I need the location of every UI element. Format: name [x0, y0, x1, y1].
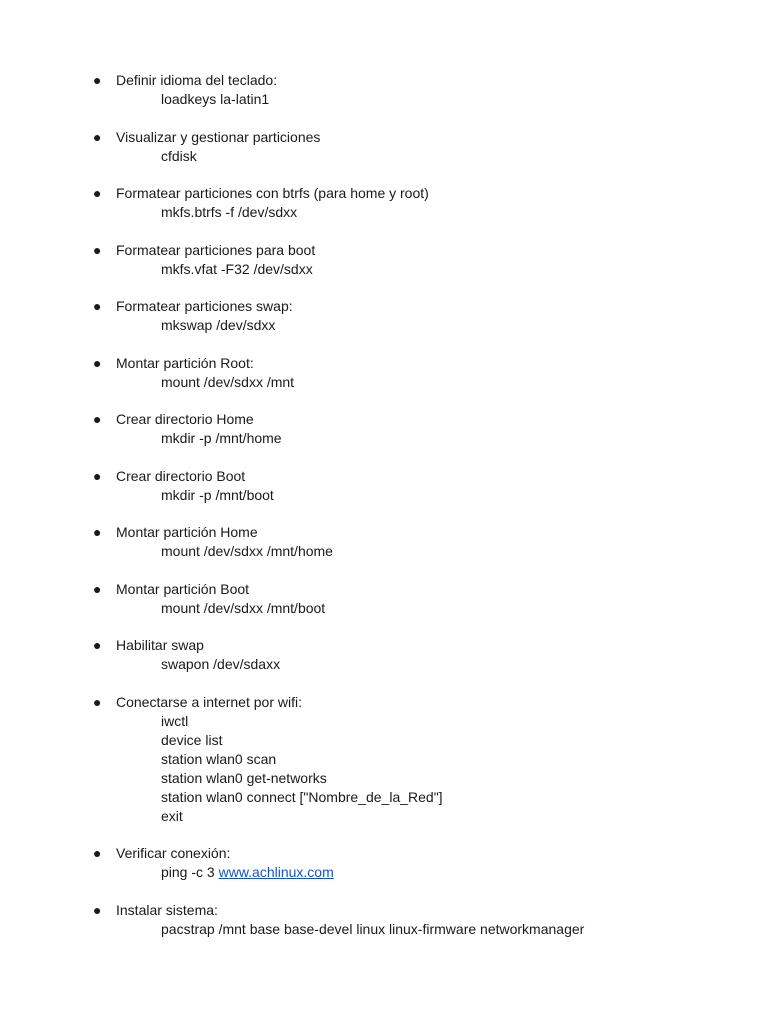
bullet-icon: ●: [93, 637, 102, 653]
list-item: [0, 184, 768, 222]
command-line: mount /dev/sdxx /mnt/home: [161, 543, 333, 559]
bullet-icon: ●: [93, 901, 102, 918]
bullet-icon: ●: [93, 524, 102, 540]
bullet-icon: ●: [93, 298, 102, 314]
step-title: Visualizar y gestionar particiones: [116, 128, 321, 145]
list-item: [0, 523, 768, 561]
command-line: mkdir -p /mnt/boot: [161, 486, 274, 503]
step-title: Montar partición Root:: [116, 354, 254, 371]
bullet-icon: ●: [93, 411, 102, 427]
list-item: [0, 354, 768, 392]
step-title: Habilitar swap: [116, 637, 204, 653]
step-title: Montar partición Home: [116, 524, 258, 540]
list-item: [0, 467, 768, 505]
command-line: loadkeys la-latin1: [161, 91, 270, 107]
archlinux-link[interactable]: www.achlinux.com: [218, 864, 334, 880]
step-title: Conectarse a internet por wifi:: [116, 693, 302, 710]
command-line: mkfs.btrfs -f /dev/sdxx: [161, 204, 298, 220]
command-line: mkfs.vfat -F32 /dev/sdxx: [161, 260, 313, 277]
list-item: [0, 901, 768, 939]
step-title: Montar partición Boot: [116, 580, 250, 597]
step-title: Verificar conexión:: [116, 845, 231, 861]
command-line: swapon /dev/sdaxx: [161, 656, 281, 672]
command-line: pacstrap /mnt base base-devel linux linux-firmware networkmanager: [161, 920, 585, 937]
command-line: cfdisk: [161, 147, 197, 164]
step-title: Instalar sistema:: [116, 901, 218, 918]
list-item: [0, 636, 768, 674]
list-item: [0, 297, 768, 335]
bullet-icon: ●: [93, 241, 102, 258]
install-steps-list: [0, 71, 768, 957]
bullet-icon: ●: [93, 467, 102, 484]
step-title: Crear directorio Home: [116, 411, 254, 427]
command-line: device list: [161, 731, 223, 748]
command-line: iwctl: [161, 712, 189, 729]
command-line: mount /dev/sdxx /mnt/boot: [161, 599, 326, 616]
step-title: Formatear particiones con btrfs (para home y root): [116, 185, 429, 201]
command-line: station wlan0 get-networks: [161, 769, 327, 786]
bullet-icon: ●: [93, 693, 102, 710]
list-item: [0, 71, 768, 109]
command-line: station wlan0 connect ["Nombre_de_la_Red"]: [161, 788, 443, 805]
step-title: Formatear particiones para boot: [116, 241, 316, 258]
bullet-icon: ●: [93, 354, 102, 371]
command-line: mkswap /dev/sdxx: [161, 317, 276, 333]
command-line: mkdir -p /mnt/home: [161, 430, 282, 446]
bullet-icon: ●: [93, 185, 102, 201]
bullet-icon: ●: [93, 845, 102, 861]
list-item: [0, 241, 768, 279]
command-text: ping -c 3: [161, 864, 219, 880]
list-item: [0, 580, 768, 618]
command-line: mount /dev/sdxx /mnt: [161, 373, 295, 390]
step-title: Definir idioma del teclado:: [116, 72, 278, 88]
bullet-icon: ●: [93, 128, 102, 145]
list-item: [0, 844, 768, 882]
list-item: [0, 410, 768, 448]
list-item: [0, 128, 768, 166]
bullet-icon: ●: [93, 580, 102, 597]
command-line: [161, 863, 768, 882]
step-title: Formatear particiones swap:: [116, 298, 293, 314]
bullet-icon: ●: [93, 72, 102, 88]
step-title: Crear directorio Boot: [116, 467, 246, 484]
command-line: exit: [161, 807, 183, 824]
list-item: [0, 693, 768, 826]
command-line: station wlan0 scan: [161, 750, 277, 767]
